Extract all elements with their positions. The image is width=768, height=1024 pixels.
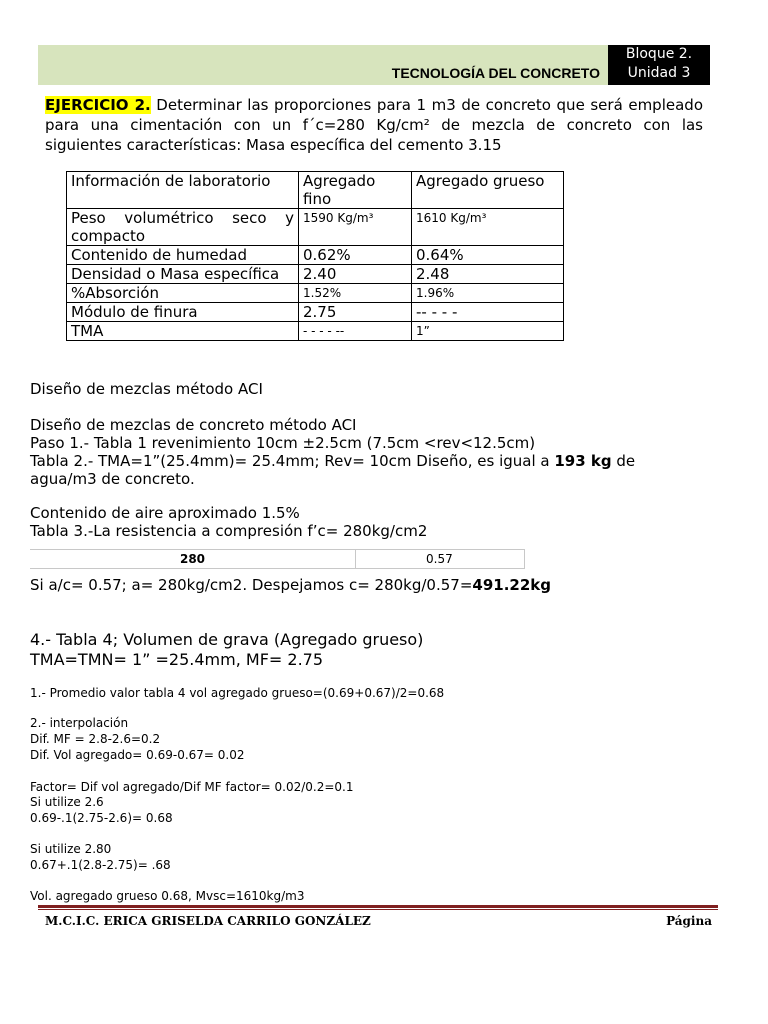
text-line: Factor= Dif vol agregado/Dif MF factor= 0.02/0.2=0.1 — [30, 780, 354, 794]
text-line: Vol. agregado grueso 0.68, Mvsc=1610kg/m3 — [30, 889, 305, 903]
table-cell: 1” — [412, 322, 564, 341]
text-span: de — [611, 452, 636, 470]
text-line: 1.- Promedio valor tabla 4 vol agregado grueso=(0.69+0.67)/2=0.68 — [30, 686, 445, 700]
text-line: Dif. MF = 2.8-2.6=0.2 — [30, 732, 161, 746]
table-row — [67, 322, 564, 341]
block-label: Bloque 2. — [625, 46, 693, 62]
footer-divider — [38, 905, 718, 908]
exercise-statement — [45, 95, 703, 155]
unit-label: Unidad 3 — [627, 65, 691, 81]
table-header-cell: Agregado grueso — [412, 172, 564, 209]
text-line: agua/m3 de concreto. — [30, 470, 195, 488]
table-row — [67, 303, 564, 322]
text-line: Contenido de aire aproximado 1.5% — [30, 504, 300, 522]
lab-data-table — [66, 171, 564, 341]
table-cell: 1.96% — [412, 284, 564, 303]
table-cell: 0.57 — [356, 550, 525, 569]
table-cell: - - - - -- — [299, 322, 412, 341]
table-cell: TMA — [67, 322, 299, 341]
footer-page-label: Página — [666, 914, 712, 928]
footer-divider-thin — [38, 909, 718, 910]
table-cell: %Absorción — [67, 284, 299, 303]
table-cell: 1.52% — [299, 284, 412, 303]
exercise-text: Determinar las proporciones para 1 m3 de concreto que será empleado para una cimentación con un f´c=280 Kg/cm² de mezcla de concreto con las siguientes características: Masa específica del cemento 3.15 — [45, 96, 703, 154]
table-row — [67, 284, 564, 303]
text-span: Si a/c= 0.57; a= 280kg/cm2. Despejamos c= 280kg/0.57= — [30, 576, 473, 594]
text-line: TMA=TMN= 1” =25.4mm, MF= 2.75 — [30, 650, 324, 669]
water-amount: 193 kg — [554, 452, 612, 470]
table-cell: 1610 Kg/m³ — [412, 209, 564, 246]
header-unit-box — [608, 45, 710, 85]
table-cell: 2.40 — [299, 265, 412, 284]
table-header-row — [67, 172, 564, 209]
text-line: 0.69-.1(2.75-2.6)= 0.68 — [30, 811, 173, 825]
text-line: 2.- interpolación — [30, 716, 129, 730]
text-line: Diseño de mezclas método ACI — [30, 380, 263, 398]
table-cell: 2.75 — [299, 303, 412, 322]
table-row — [30, 550, 525, 569]
table-cell: 2.48 — [412, 265, 564, 284]
table-header-cell: Información de laboratorio — [67, 172, 299, 209]
footer-author: M.C.I.C. ERICA GRISELDA CARRILO GONZÁLEZ — [45, 914, 371, 928]
text-line: Si utilize 2.80 — [30, 842, 112, 856]
table-header-cell: Agregado fino — [299, 172, 412, 209]
table-cell: Densidad o Masa específica — [67, 265, 299, 284]
header-band — [38, 45, 608, 85]
document-title: TECNOLOGÍA DEL CONCRETO — [391, 65, 600, 81]
text-line — [30, 452, 635, 470]
table-cell: Contenido de humedad — [67, 246, 299, 265]
text-line: 0.67+.1(2.8-2.75)= .68 — [30, 858, 171, 872]
ac-ratio-table — [30, 549, 525, 569]
table-cell: 0.62% — [299, 246, 412, 265]
text-span: Tabla 2.- TMA=1”(25.4mm)= 25.4mm; Rev= 10cm Diseño, es igual a — [30, 452, 555, 470]
text-line: Si utilize 2.6 — [30, 795, 104, 809]
table-row — [67, 265, 564, 284]
table-cell: -- - - - — [412, 303, 564, 322]
table-cell: 1590 Kg/m³ — [299, 209, 412, 246]
text-line: Tabla 3.-La resistencia a compresión f’c= 280kg/cm2 — [30, 522, 428, 540]
table-cell: Módulo de finura — [67, 303, 299, 322]
text-line: Diseño de mezclas de concreto método ACI — [30, 416, 357, 434]
table-cell: 280 — [30, 550, 356, 569]
table-row — [67, 246, 564, 265]
table-cell: Peso volumétrico seco y compacto — [67, 209, 299, 246]
table-row — [67, 209, 564, 246]
table-cell: 0.64% — [412, 246, 564, 265]
text-line: 4.- Tabla 4; Volumen de grava (Agregado grueso) — [30, 630, 424, 649]
cement-amount: 491.22kg — [472, 576, 551, 594]
text-line: Dif. Vol agregado= 0.69-0.67= 0.02 — [30, 748, 245, 762]
text-line: Paso 1.- Tabla 1 revenimiento 10cm ±2.5cm (7.5cm <rev<12.5cm) — [30, 434, 536, 452]
page-header — [38, 45, 710, 85]
text-line — [30, 576, 551, 594]
exercise-label: EJERCICIO 2. — [45, 96, 151, 114]
